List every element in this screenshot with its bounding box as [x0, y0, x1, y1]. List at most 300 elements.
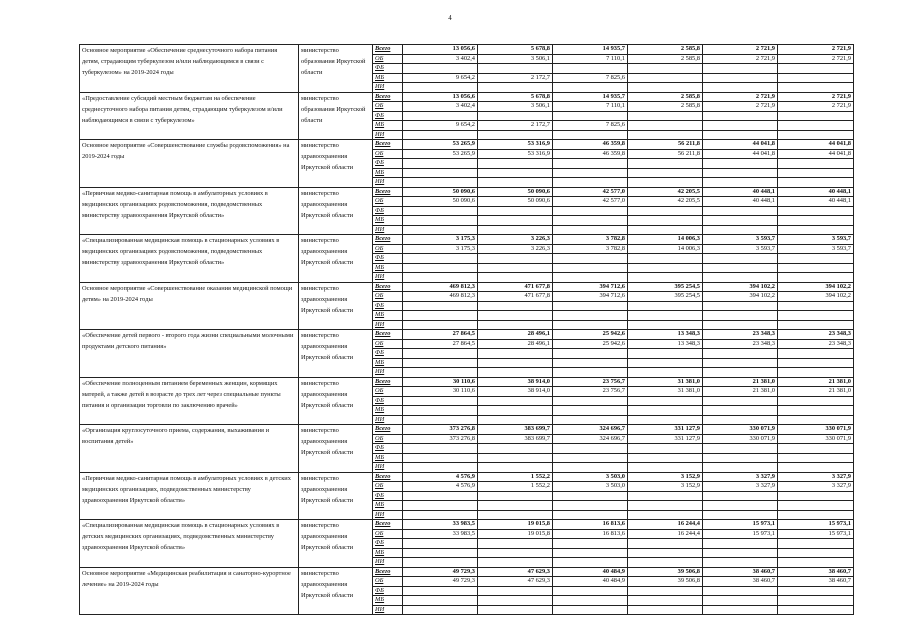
- amount-cell: [703, 463, 778, 473]
- amount-cell: [478, 415, 553, 425]
- amount-cell: [778, 501, 854, 511]
- amount-cell: [478, 311, 553, 321]
- amount-cell: [628, 463, 703, 473]
- amount-cell: [628, 111, 703, 121]
- amount-cell: [403, 586, 478, 596]
- amount-cell: [703, 320, 778, 330]
- amount-cell: [703, 358, 778, 368]
- funding-source-label: Всего: [373, 425, 403, 435]
- amount-cell: [703, 159, 778, 169]
- amount-cell: [778, 358, 854, 368]
- executor-cell: министерство образования Иркутской области: [299, 45, 373, 93]
- amount-cell: [403, 548, 478, 558]
- amount-cell: [403, 273, 478, 283]
- amount-cell: 14 006,3: [628, 244, 703, 254]
- amount-cell: 2 721,9: [778, 45, 854, 55]
- amount-cell: [403, 83, 478, 93]
- amount-cell: [478, 396, 553, 406]
- funding-source-label: ОБ: [373, 102, 403, 112]
- funding-source-label: ИИ: [373, 510, 403, 520]
- amount-cell: [703, 206, 778, 216]
- amount-cell: [478, 111, 553, 121]
- amount-cell: 40 448,1: [778, 187, 854, 197]
- amount-cell: [703, 178, 778, 188]
- amount-cell: [703, 254, 778, 264]
- amount-cell: 2 585,8: [628, 45, 703, 55]
- amount-cell: [553, 349, 628, 359]
- amount-cell: 49 729,3: [403, 567, 478, 577]
- funding-source-label: МБ: [373, 596, 403, 606]
- amount-cell: 13 348,3: [628, 339, 703, 349]
- amount-cell: 3 593,7: [778, 235, 854, 245]
- amount-cell: [778, 273, 854, 283]
- funding-source-label: ИИ: [373, 130, 403, 140]
- amount-cell: 3 503,0: [553, 482, 628, 492]
- amount-cell: [628, 548, 703, 558]
- funding-source-label: ИИ: [373, 558, 403, 568]
- amount-cell: [778, 83, 854, 93]
- amount-cell: [703, 453, 778, 463]
- amount-cell: [628, 178, 703, 188]
- amount-cell: [403, 168, 478, 178]
- amount-cell: 330 071,9: [703, 425, 778, 435]
- activity-name: «Обеспечение полноценным питанием беременных женщин, кормящих матерей, а также детей в возрасте до трех лет через специальные пункты питания и организации торговли по заключению врачей»: [80, 377, 299, 425]
- amount-cell: 394 712,6: [553, 282, 628, 292]
- amount-cell: [403, 368, 478, 378]
- amount-cell: [478, 368, 553, 378]
- amount-cell: 3 175,3: [403, 235, 478, 245]
- amount-cell: 383 699,7: [478, 425, 553, 435]
- amount-cell: 42 205,5: [628, 187, 703, 197]
- amount-cell: 373 276,8: [403, 425, 478, 435]
- funding-source-label: ФБ: [373, 254, 403, 264]
- amount-cell: 13 056,6: [403, 45, 478, 55]
- activity-name: «Предоставление субсидий местным бюджетам на обеспечение среднесуточного набора питания детям, страдающим туберкулезом и/или наблюдающимся в связи с туберкулезом»: [80, 92, 299, 140]
- amount-cell: [778, 453, 854, 463]
- amount-cell: [553, 273, 628, 283]
- amount-cell: [478, 263, 553, 273]
- amount-cell: 7 825,6: [553, 121, 628, 131]
- amount-cell: 3 327,9: [778, 482, 854, 492]
- amount-cell: 50 090,6: [478, 197, 553, 207]
- activity-name: «Специализированная медицинская помощь в стационарных условиях в медицинских организациях родовспоможения, подведомственных министерству здравоохранения Иркутской области»: [80, 235, 299, 283]
- funding-source-label: Всего: [373, 282, 403, 292]
- amount-cell: [628, 415, 703, 425]
- amount-cell: 14 006,3: [628, 235, 703, 245]
- funding-source-label: ФБ: [373, 539, 403, 549]
- amount-cell: 14 935,7: [553, 45, 628, 55]
- amount-cell: 50 090,6: [403, 197, 478, 207]
- amount-cell: 2 721,9: [703, 102, 778, 112]
- amount-cell: [478, 539, 553, 549]
- amount-cell: [628, 83, 703, 93]
- amount-cell: 3 152,9: [628, 482, 703, 492]
- amount-cell: [478, 491, 553, 501]
- activity-name: «Организация круглосуточного приема, содержания, выхаживания и воспитания детей»: [80, 425, 299, 473]
- table-row: [80, 425, 854, 435]
- funding-source-label: МБ: [373, 168, 403, 178]
- amount-cell: 3 402,4: [403, 54, 478, 64]
- amount-cell: 331 127,9: [628, 425, 703, 435]
- amount-cell: [703, 368, 778, 378]
- amount-cell: [403, 605, 478, 615]
- amount-cell: [703, 301, 778, 311]
- amount-cell: [778, 111, 854, 121]
- amount-cell: [628, 539, 703, 549]
- amount-cell: [703, 73, 778, 83]
- amount-cell: [628, 130, 703, 140]
- amount-cell: 3 226,3: [478, 235, 553, 245]
- funding-source-label: ФБ: [373, 396, 403, 406]
- amount-cell: 7 825,6: [553, 73, 628, 83]
- amount-cell: 2 721,9: [778, 92, 854, 102]
- amount-cell: 40 484,9: [553, 577, 628, 587]
- amount-cell: [553, 558, 628, 568]
- amount-cell: 3 327,9: [703, 482, 778, 492]
- amount-cell: 15 973,1: [703, 520, 778, 530]
- funding-source-label: МБ: [373, 73, 403, 83]
- budget-table: [79, 44, 854, 615]
- amount-cell: [778, 491, 854, 501]
- funding-source-label: Всего: [373, 235, 403, 245]
- amount-cell: [553, 130, 628, 140]
- amount-cell: [628, 510, 703, 520]
- activity-name: Основное мероприятие «Медицинская реабилитация и санаторно-курортное лечение» на 2019-2024 годы: [80, 567, 299, 615]
- amount-cell: 471 677,8: [478, 292, 553, 302]
- amount-cell: [478, 349, 553, 359]
- amount-cell: [703, 596, 778, 606]
- amount-cell: [553, 453, 628, 463]
- funding-source-label: Всего: [373, 377, 403, 387]
- funding-source-label: ИИ: [373, 368, 403, 378]
- amount-cell: [703, 111, 778, 121]
- executor-cell: министерство здравоохранения Иркутской области: [299, 520, 373, 568]
- amount-cell: 23 348,3: [778, 330, 854, 340]
- amount-cell: [553, 586, 628, 596]
- funding-source-label: ФБ: [373, 444, 403, 454]
- table-row: [80, 140, 854, 150]
- amount-cell: [403, 159, 478, 169]
- amount-cell: [703, 548, 778, 558]
- amount-cell: 39 506,8: [628, 577, 703, 587]
- amount-cell: 7 110,1: [553, 54, 628, 64]
- amount-cell: [403, 415, 478, 425]
- amount-cell: [478, 586, 553, 596]
- amount-cell: [628, 311, 703, 321]
- amount-cell: [553, 539, 628, 549]
- amount-cell: [403, 406, 478, 416]
- amount-cell: 330 071,9: [778, 434, 854, 444]
- amount-cell: [478, 453, 553, 463]
- amount-cell: 30 110,6: [403, 377, 478, 387]
- amount-cell: [778, 463, 854, 473]
- executor-cell: министерство здравоохранения Иркутской области: [299, 472, 373, 520]
- amount-cell: [403, 558, 478, 568]
- amount-cell: [628, 254, 703, 264]
- funding-source-label: ОБ: [373, 197, 403, 207]
- table-row: [80, 472, 854, 482]
- funding-source-label: ИИ: [373, 178, 403, 188]
- amount-cell: 2 721,9: [703, 92, 778, 102]
- amount-cell: [703, 225, 778, 235]
- funding-source-label: ОБ: [373, 244, 403, 254]
- amount-cell: [703, 406, 778, 416]
- amount-cell: [703, 83, 778, 93]
- amount-cell: 394 102,2: [703, 292, 778, 302]
- amount-cell: [628, 396, 703, 406]
- amount-cell: [478, 159, 553, 169]
- amount-cell: [703, 491, 778, 501]
- amount-cell: [403, 320, 478, 330]
- amount-cell: [403, 206, 478, 216]
- amount-cell: 39 506,8: [628, 567, 703, 577]
- funding-source-label: ИИ: [373, 273, 403, 283]
- amount-cell: [478, 406, 553, 416]
- amount-cell: [628, 453, 703, 463]
- amount-cell: 46 359,8: [553, 140, 628, 150]
- amount-cell: [403, 311, 478, 321]
- funding-source-label: МБ: [373, 121, 403, 131]
- amount-cell: 16 813,6: [553, 529, 628, 539]
- funding-source-label: ОБ: [373, 434, 403, 444]
- funding-source-label: МБ: [373, 501, 403, 511]
- amount-cell: [478, 510, 553, 520]
- amount-cell: 3 782,8: [553, 244, 628, 254]
- amount-cell: 13 056,6: [403, 92, 478, 102]
- amount-cell: [628, 320, 703, 330]
- amount-cell: 23 348,3: [778, 339, 854, 349]
- amount-cell: 42 577,0: [553, 187, 628, 197]
- funding-source-label: МБ: [373, 548, 403, 558]
- amount-cell: [628, 263, 703, 273]
- funding-source-label: ОБ: [373, 339, 403, 349]
- amount-cell: [403, 130, 478, 140]
- amount-cell: [403, 444, 478, 454]
- amount-cell: [478, 558, 553, 568]
- amount-cell: 15 973,1: [778, 520, 854, 530]
- amount-cell: 28 496,1: [478, 330, 553, 340]
- amount-cell: [703, 263, 778, 273]
- amount-cell: 21 381,0: [703, 377, 778, 387]
- amount-cell: 394 102,2: [778, 282, 854, 292]
- funding-source-label: ФБ: [373, 206, 403, 216]
- amount-cell: 3 506,1: [478, 54, 553, 64]
- amount-cell: 324 696,7: [553, 434, 628, 444]
- funding-source-label: ФБ: [373, 586, 403, 596]
- amount-cell: [553, 491, 628, 501]
- amount-cell: [478, 301, 553, 311]
- funding-source-label: ФБ: [373, 111, 403, 121]
- amount-cell: [703, 349, 778, 359]
- amount-cell: [478, 501, 553, 511]
- amount-cell: [703, 539, 778, 549]
- amount-cell: [703, 444, 778, 454]
- amount-cell: 27 864,5: [403, 330, 478, 340]
- amount-cell: 14 935,7: [553, 92, 628, 102]
- amount-cell: [778, 558, 854, 568]
- amount-cell: [703, 586, 778, 596]
- funding-source-label: ИИ: [373, 463, 403, 473]
- amount-cell: [778, 178, 854, 188]
- amount-cell: 40 448,1: [703, 197, 778, 207]
- table-row: [80, 92, 854, 102]
- amount-cell: [553, 83, 628, 93]
- amount-cell: [778, 406, 854, 416]
- executor-cell: министерство здравоохранения Иркутской области: [299, 187, 373, 235]
- amount-cell: [703, 415, 778, 425]
- amount-cell: 38 460,7: [703, 577, 778, 587]
- activity-name: Основное мероприятие «Совершенствование оказания медицинской помощи детям» на 2019-2024 годы: [80, 282, 299, 330]
- table-row: [80, 377, 854, 387]
- amount-cell: [703, 216, 778, 226]
- amount-cell: 469 812,3: [403, 292, 478, 302]
- funding-source-label: ФБ: [373, 159, 403, 169]
- funding-source-label: ИИ: [373, 605, 403, 615]
- amount-cell: [478, 83, 553, 93]
- funding-source-label: Всего: [373, 45, 403, 55]
- funding-source-label: ОБ: [373, 292, 403, 302]
- amount-cell: [778, 605, 854, 615]
- funding-source-label: МБ: [373, 216, 403, 226]
- amount-cell: 395 254,5: [628, 292, 703, 302]
- amount-cell: 49 729,3: [403, 577, 478, 587]
- amount-cell: [478, 548, 553, 558]
- amount-cell: 330 071,9: [703, 434, 778, 444]
- amount-cell: [478, 254, 553, 264]
- amount-cell: 5 678,8: [478, 45, 553, 55]
- amount-cell: [703, 510, 778, 520]
- amount-cell: 324 696,7: [553, 425, 628, 435]
- amount-cell: [778, 415, 854, 425]
- executor-cell: министерство здравоохранения Иркутской области: [299, 425, 373, 473]
- activity-name: «Специализированная медицинская помощь в стационарных условиях в детских медицинских организациях, подведомственных министерству здравоохранения Иркутской области»: [80, 520, 299, 568]
- funding-source-label: Всего: [373, 92, 403, 102]
- amount-cell: 38 460,7: [778, 567, 854, 577]
- amount-cell: 23 756,7: [553, 387, 628, 397]
- amount-cell: [703, 273, 778, 283]
- amount-cell: [403, 358, 478, 368]
- amount-cell: 50 090,6: [478, 187, 553, 197]
- amount-cell: [778, 444, 854, 454]
- amount-cell: 23 756,7: [553, 377, 628, 387]
- amount-cell: [778, 539, 854, 549]
- amount-cell: 331 127,9: [628, 434, 703, 444]
- amount-cell: [478, 130, 553, 140]
- amount-cell: 44 041,8: [778, 149, 854, 159]
- amount-cell: 56 211,8: [628, 149, 703, 159]
- amount-cell: [553, 206, 628, 216]
- amount-cell: [703, 130, 778, 140]
- amount-cell: 3 593,7: [703, 235, 778, 245]
- amount-cell: 38 460,7: [703, 567, 778, 577]
- amount-cell: 46 359,8: [553, 149, 628, 159]
- amount-cell: 3 782,8: [553, 235, 628, 245]
- amount-cell: [778, 368, 854, 378]
- amount-cell: 38 914,0: [478, 387, 553, 397]
- funding-source-label: ОБ: [373, 577, 403, 587]
- amount-cell: 21 381,0: [778, 377, 854, 387]
- amount-cell: 4 576,9: [403, 472, 478, 482]
- amount-cell: 330 071,9: [778, 425, 854, 435]
- funding-source-label: Всего: [373, 187, 403, 197]
- amount-cell: 38 914,0: [478, 377, 553, 387]
- amount-cell: 30 110,6: [403, 387, 478, 397]
- amount-cell: [628, 349, 703, 359]
- amount-cell: 3 152,9: [628, 472, 703, 482]
- amount-cell: 25 942,6: [553, 330, 628, 340]
- amount-cell: [703, 501, 778, 511]
- amount-cell: 3 503,0: [553, 472, 628, 482]
- funding-source-label: МБ: [373, 263, 403, 273]
- amount-cell: 9 654,2: [403, 73, 478, 83]
- funding-source-label: ФБ: [373, 64, 403, 74]
- amount-cell: [628, 168, 703, 178]
- amount-cell: [553, 311, 628, 321]
- amount-cell: [478, 216, 553, 226]
- amount-cell: [628, 358, 703, 368]
- funding-source-label: ОБ: [373, 387, 403, 397]
- amount-cell: [553, 510, 628, 520]
- funding-source-label: ИИ: [373, 225, 403, 235]
- amount-cell: 7 110,1: [553, 102, 628, 112]
- amount-cell: 25 942,6: [553, 339, 628, 349]
- funding-source-label: ИИ: [373, 83, 403, 93]
- amount-cell: [403, 596, 478, 606]
- table-row: [80, 187, 854, 197]
- amount-cell: [553, 301, 628, 311]
- amount-cell: 2 585,8: [628, 102, 703, 112]
- amount-cell: 1 552,2: [478, 472, 553, 482]
- funding-source-label: ОБ: [373, 482, 403, 492]
- amount-cell: [553, 501, 628, 511]
- amount-cell: [478, 605, 553, 615]
- amount-cell: [478, 273, 553, 283]
- amount-cell: 23 348,3: [703, 339, 778, 349]
- amount-cell: [778, 73, 854, 83]
- funding-source-label: ФБ: [373, 301, 403, 311]
- amount-cell: [628, 225, 703, 235]
- amount-cell: 394 102,2: [778, 292, 854, 302]
- table-row: [80, 330, 854, 340]
- amount-cell: [478, 463, 553, 473]
- amount-cell: 40 448,1: [778, 197, 854, 207]
- amount-cell: 40 484,9: [553, 567, 628, 577]
- amount-cell: [628, 605, 703, 615]
- amount-cell: 53 265,9: [403, 149, 478, 159]
- amount-cell: 50 090,6: [403, 187, 478, 197]
- amount-cell: [553, 415, 628, 425]
- amount-cell: [403, 349, 478, 359]
- amount-cell: [478, 358, 553, 368]
- amount-cell: [403, 491, 478, 501]
- amount-cell: [403, 396, 478, 406]
- amount-cell: 44 041,8: [703, 149, 778, 159]
- amount-cell: [628, 301, 703, 311]
- amount-cell: 2 721,9: [703, 45, 778, 55]
- amount-cell: [778, 349, 854, 359]
- amount-cell: [403, 216, 478, 226]
- amount-cell: 44 041,8: [703, 140, 778, 150]
- table-row: [80, 567, 854, 577]
- amount-cell: [553, 111, 628, 121]
- amount-cell: [403, 539, 478, 549]
- amount-cell: [553, 216, 628, 226]
- amount-cell: [778, 64, 854, 74]
- amount-cell: 13 348,3: [628, 330, 703, 340]
- amount-cell: [553, 463, 628, 473]
- amount-cell: 16 244,4: [628, 520, 703, 530]
- amount-cell: [628, 206, 703, 216]
